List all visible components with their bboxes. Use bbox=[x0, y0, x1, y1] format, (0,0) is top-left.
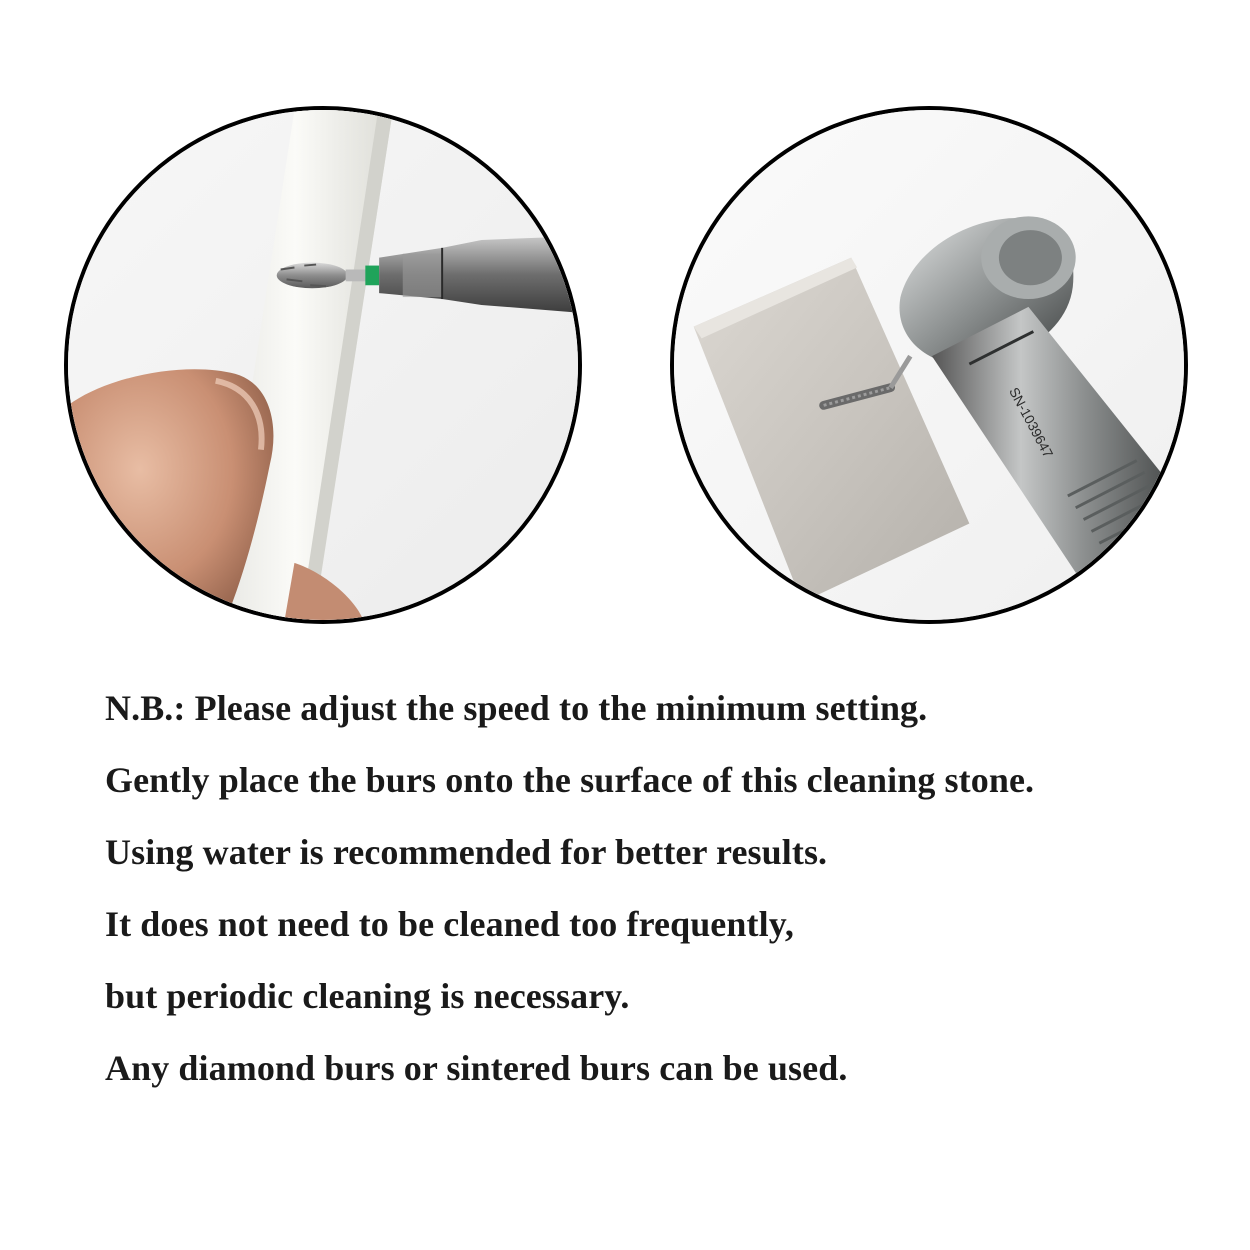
note-line-placement: Gently place the burs onto the surface of this cleaning stone. bbox=[105, 760, 1035, 800]
instruction-notes bbox=[105, 690, 1225, 1122]
left-photo-circle bbox=[64, 106, 582, 624]
note-line-periodic: but periodic cleaning is necessary. bbox=[105, 976, 630, 1016]
note-line-speed: N.B.: Please adjust the speed to the minimum setting. bbox=[105, 688, 928, 728]
bur-on-cleaning-stick-photo bbox=[68, 110, 578, 620]
note-line-compatibility: Any diamond burs or sintered burs can be used. bbox=[105, 1048, 848, 1088]
handpiece-on-cleaning-stone-photo bbox=[674, 110, 1184, 620]
note-line-frequency: It does not need to be cleaned too frequently, bbox=[105, 904, 794, 944]
handpiece-engraving: SN-1039647 bbox=[1006, 384, 1056, 461]
right-photo-circle bbox=[670, 106, 1188, 624]
note-line-water: Using water is recommended for better results. bbox=[105, 832, 828, 872]
